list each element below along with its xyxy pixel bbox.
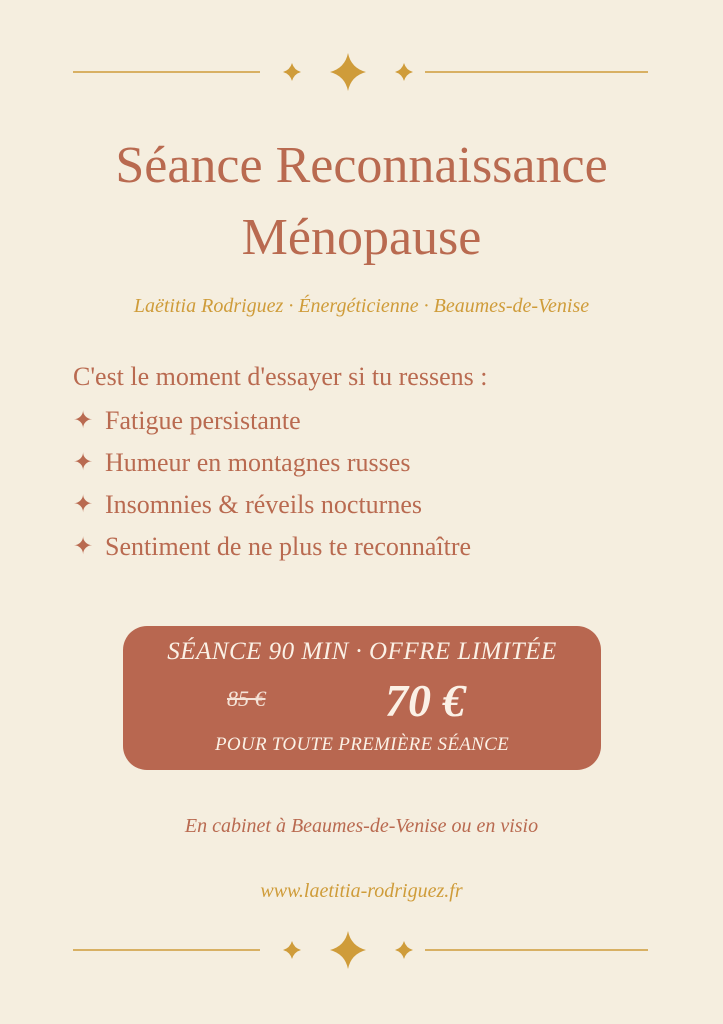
top-sparkle-divider [0,52,723,92]
symptom-text: Humeur en montagnes russes [105,448,411,477]
symptom-text: Fatigue persistante [105,406,301,435]
four-point-star-icon: ✦ [73,534,94,560]
sparkle-divider-icon [0,930,723,970]
symptom-text: Insomnies & réveils nocturnes [105,490,422,519]
list-item [73,400,471,442]
offer-note: POUR TOUTE PREMIÈRE SÉANCE [215,734,509,755]
symptom-text: Sentiment de ne plus te reconnaître [105,532,472,561]
list-item [73,442,471,484]
offer-box [123,626,601,770]
four-point-star-icon: ✦ [73,408,94,434]
intro-lead: C'est le moment d'essayer si tu ressens : [73,362,488,391]
new-price: 70 € [385,675,466,726]
title-line-1: Séance Reconnaissance [115,137,608,194]
four-point-star-icon: ✦ [73,492,94,518]
practitioner-subtitle: Laëtitia Rodriguez · Énergéticienne · Beaumes-de-Venise [133,295,590,317]
list-item [73,526,471,568]
website-link[interactable]: www.laetitia-rodriguez.fr [260,880,463,902]
offer-heading: SÉANCE 90 MIN · OFFRE LIMITÉE [167,638,557,665]
bottom-sparkle-divider [0,930,723,970]
title-line-2: Ménopause [241,209,482,266]
old-price: 85 € [227,686,266,711]
list-item [73,484,471,526]
symptom-list [73,400,471,568]
location-text: En cabinet à Beaumes-de-Venise ou en visio [184,815,539,837]
sparkle-divider-icon [0,52,723,92]
four-point-star-icon: ✦ [73,450,94,476]
page-title [0,130,723,274]
